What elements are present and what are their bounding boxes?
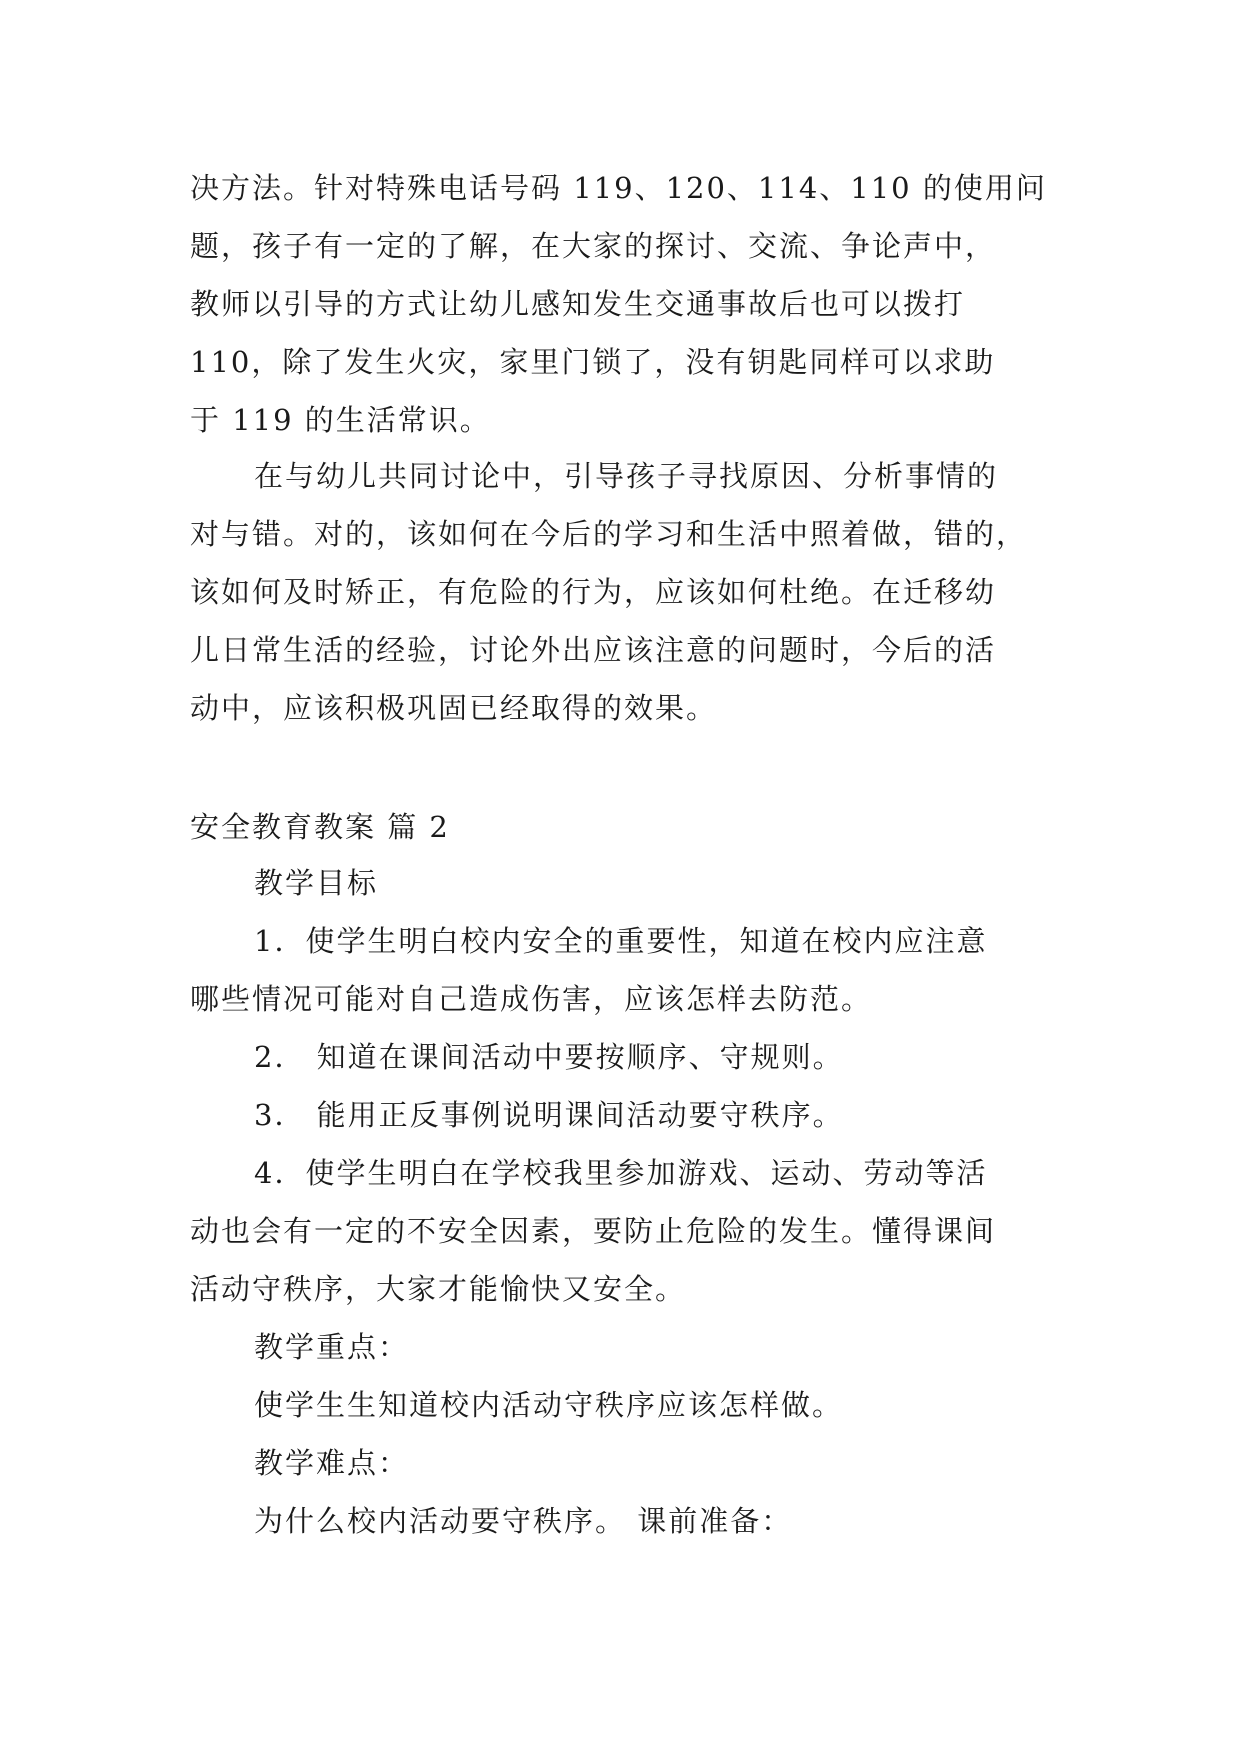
text-line: 动中，应该积极巩固已经取得的效果。 — [190, 691, 718, 725]
paragraph-method — [190, 159, 1070, 449]
text-line: 哪些情况可能对自己造成伤害，应该怎样去防范。 — [190, 982, 873, 1016]
text-line: 于 119 的生活常识。 — [190, 403, 491, 437]
text-line: 儿日常生活的经验，讨论外出应该注意的问题时，今后的活 — [190, 633, 997, 667]
goal-item-2: 2． 知道在课间活动中要按顺序、守规则。 — [254, 1040, 844, 1074]
text-line: 该如何及时矫正，有危险的行为，应该如何杜绝。在迁移幼 — [190, 575, 997, 609]
text-line: 在与幼儿共同讨论中，引导孩子寻找原因、分析事情的 — [254, 459, 999, 493]
text-line: 110，除了发生火灾，家里门锁了，没有钥匙同样可以求助 — [190, 345, 996, 379]
subheading-key-points: 教学重点： — [254, 1330, 410, 1364]
section-heading — [190, 798, 1070, 856]
difficulty-text: 为什么校内活动要守秩序。 课前准备： — [254, 1504, 793, 1538]
goal-item-4: 4．使学生明白在学校我里参加游戏、运动、劳动等活 — [254, 1156, 988, 1190]
lesson-plan-body — [190, 854, 1070, 1550]
goal-item-3: 3． 能用正反事例说明课间活动要守秩序。 — [254, 1098, 844, 1132]
paragraph-discussion — [190, 447, 1070, 737]
goal-item-1: 1．使学生明白校内安全的重要性，知道在校内应注意 — [254, 924, 988, 958]
key-point-text: 使学生生知道校内活动守秩序应该怎样做。 — [254, 1388, 844, 1422]
section-title: 安全教育教案 篇 2 — [190, 810, 450, 844]
subheading-teaching-goals: 教学目标 — [254, 866, 379, 900]
text-line: 教师以引导的方式让幼儿感知发生交通事故后也可以拨打 — [190, 287, 966, 321]
text-line: 动也会有一定的不安全因素，要防止危险的发生。懂得课间 — [190, 1214, 997, 1248]
text-line: 决方法。针对特殊电话号码 119、120、114、110 的使用问 — [190, 171, 1047, 205]
text-line: 对与错。对的，该如何在今后的学习和生活中照着做，错的， — [190, 517, 1028, 551]
text-line: 题，孩子有一定的了解，在大家的探讨、交流、争论声中， — [190, 229, 997, 263]
subheading-difficulties: 教学难点： — [254, 1446, 410, 1480]
text-line: 活动守秩序，大家才能愉快又安全。 — [190, 1272, 687, 1306]
